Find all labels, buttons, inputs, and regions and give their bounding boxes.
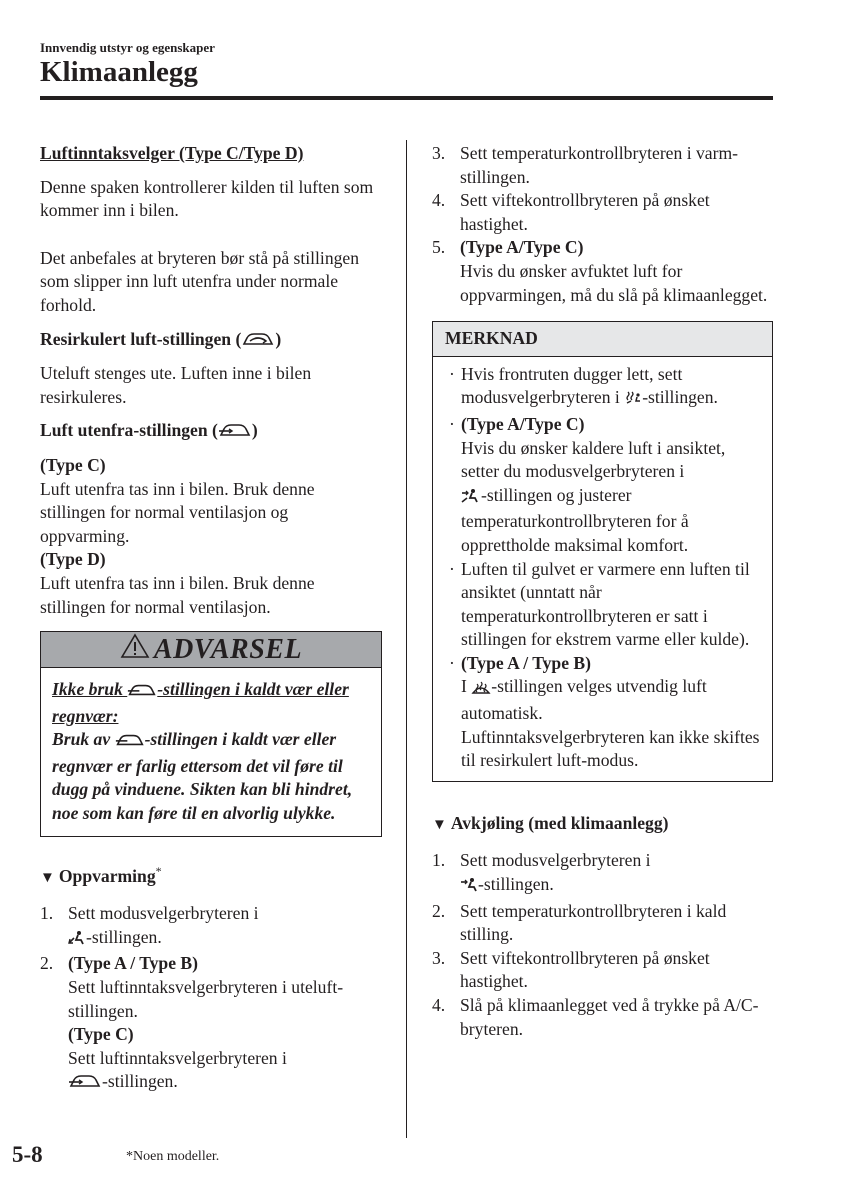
note-item xyxy=(449,652,762,773)
note-4-suffix: -stillingen velges utvendig luft automatisk. xyxy=(461,676,707,724)
step-number: 4. xyxy=(432,995,446,1015)
bullet-dot: · xyxy=(449,413,455,434)
warning-line1-prefix: Ikke bruk xyxy=(52,679,128,700)
outside-air-icon xyxy=(115,731,145,755)
heating-steps-continued xyxy=(432,142,773,307)
note-body xyxy=(433,357,772,781)
recirc-heading xyxy=(40,328,382,355)
step-number: 3. xyxy=(432,947,446,968)
warning-line-1 xyxy=(52,678,371,728)
left-column xyxy=(40,142,382,1097)
recirc-text: Uteluft stenges ute. Luften inne i bilen resirkuleres. xyxy=(40,363,312,407)
step-3-text: Sett temperaturkontrollbryteren i varm-stillingen. xyxy=(460,143,738,187)
warning-box xyxy=(40,631,382,837)
note-3-text: Luften til gulvet er varmere enn luften til ansiktet (unntatt når temperaturkontrollbryteren er satt i stillingen for ekstrem varme eller kulde). xyxy=(461,558,750,650)
cool-step-3-text: Sett viftekontrollbryteren på ønsket hastighet. xyxy=(460,947,710,992)
list-item xyxy=(432,142,773,189)
recirc-heading-prefix: Resirkulert luft-stillingen ( xyxy=(40,328,242,349)
step-2-label: (Type A / Type B) xyxy=(68,953,199,974)
vent-mode-icon xyxy=(460,876,478,900)
heating-heading-text: Oppvarming xyxy=(58,865,156,886)
recirculate-air-icon xyxy=(241,330,275,355)
page-number: 5-8 xyxy=(12,1142,43,1167)
step-1-prefix: Sett modusvelgerbryteren i xyxy=(68,903,259,924)
outside-heading-suffix: ) xyxy=(251,420,258,441)
floor-mode-icon xyxy=(68,929,86,953)
step-2-text: Sett luftinntaksvelgerbryteren i uteluft-stillingen. xyxy=(68,977,344,1021)
note-4-prefix: I xyxy=(461,676,472,697)
note-item xyxy=(449,558,762,652)
right-column xyxy=(432,142,773,1041)
title-rule xyxy=(40,96,773,100)
type-d-text: Luft utenfra tas inn i bilen. Bruk denne stillingen for normal ventilasjon. xyxy=(40,572,315,617)
note-1-prefix: Hvis frontruten dugger lett, sett modusvelgerbryteren i xyxy=(461,363,683,408)
step-5-label: (Type A/Type C) xyxy=(460,237,584,258)
list-item xyxy=(40,902,382,952)
footnote: *Noen modeller. xyxy=(126,1149,220,1164)
note-2-label: (Type A/Type C) xyxy=(461,413,585,434)
outside-air-icon xyxy=(127,681,157,705)
intro-paragraph-2: Det anbefales at bryteren bør stå på stillingen som slipper inn luft utenfra under normale forhold. xyxy=(40,247,360,315)
warning-line1-suffix: -stillingen i kaldt vær eller regnvær: xyxy=(52,679,349,726)
running-head: Innvendig utstyr og egenskaper xyxy=(40,40,215,55)
list-item xyxy=(432,994,773,1041)
asterisk-mark: * xyxy=(155,863,162,878)
column-divider xyxy=(406,140,407,1138)
note-2-prefix: Hvis du ønsker kaldere luft i ansiktet, setter du modusvelgerbryteren i xyxy=(461,437,726,482)
outside-air-icon xyxy=(68,1072,102,1097)
note-4-text-2: Luftinntaksvelgerbryteren kan ikke skiftes til resirkulert luft-modus. xyxy=(461,726,760,771)
step-number: 5. xyxy=(432,237,446,258)
type-d-label: (Type D) xyxy=(40,549,106,570)
step-2-text-c: Sett luftinntaksvelgerbryteren i xyxy=(68,1047,287,1068)
bullet-dot: · xyxy=(449,558,455,579)
cool-step-2-text: Sett temperaturkontrollbryteren i kald stilling. xyxy=(460,900,727,945)
warning-body xyxy=(41,668,381,836)
step-number: 1. xyxy=(432,850,446,871)
step-number: 3. xyxy=(432,143,446,163)
type-c-text: Luft utenfra tas inn i bilen. Bruk denne stillingen for normal ventilasjon og oppvarming. xyxy=(40,478,315,546)
note-box xyxy=(432,321,773,782)
warning-header xyxy=(41,632,381,668)
type-c-label: (Type C) xyxy=(40,454,106,475)
cool-step-4-text: Slå på klimaanlegget ved å trykke på A/C-bryteren. xyxy=(460,995,759,1039)
cool-step-1-suffix: -stillingen. xyxy=(478,874,554,895)
cooling-steps-list xyxy=(432,849,773,1041)
list-item xyxy=(40,952,382,1097)
chapter-title: Klimaanlegg xyxy=(40,56,198,88)
intro-paragraph-1: Denne spaken kontrollerer kilden til luften som kommer inn i bilen. xyxy=(40,176,374,221)
step-number: 4. xyxy=(432,190,446,211)
recirc-heading-suffix: ) xyxy=(275,328,282,349)
note-item xyxy=(449,363,762,413)
step-number: 2. xyxy=(40,953,54,974)
heating-heading xyxy=(40,865,382,891)
warning-line2-suffix: -stillingen i kaldt vær eller regnvær er farlig ettersom det vil føre til dugg på vinduene. Sikten kan bli hindret, noe som kan føre til en alvorlig ulykke. xyxy=(52,729,353,824)
step-1-suffix: -stillingen. xyxy=(86,926,162,947)
air-intake-heading: Luftinntaksvelger (Type C/Type D) xyxy=(40,143,304,163)
bullet-dot: · xyxy=(449,652,455,673)
note-header: MERKNAD xyxy=(433,322,772,357)
warning-line2-prefix: Bruk av xyxy=(52,729,115,750)
list-item xyxy=(432,900,773,947)
step-2-suffix-c: -stillingen. xyxy=(102,1071,178,1092)
step-4-text: Sett viftekontrollbryteren på ønsket hastighet. xyxy=(460,190,710,234)
step-2-label-c: (Type C) xyxy=(68,1024,134,1045)
step-number: 1. xyxy=(40,903,54,924)
warning-title: ADVARSEL xyxy=(153,633,303,665)
warning-triangle-icon xyxy=(120,633,150,666)
list-item xyxy=(432,189,773,236)
cooling-heading-text: Avkjøling (med klimaanlegg) xyxy=(450,812,669,833)
note-4-label: (Type A / Type B) xyxy=(461,652,592,673)
cooling-heading xyxy=(432,812,773,838)
outside-air-icon xyxy=(218,421,252,446)
list-item xyxy=(432,947,773,994)
note-1-suffix: -stillingen. xyxy=(642,387,718,408)
list-item xyxy=(432,236,773,307)
warning-line-2 xyxy=(52,728,371,825)
defroster-icon xyxy=(471,678,491,702)
cool-step-1-prefix: Sett modusvelgerbryteren i xyxy=(460,850,651,871)
list-item xyxy=(432,849,773,899)
defrost-floor-mode-icon xyxy=(624,389,642,413)
note-item xyxy=(449,413,762,558)
triangle-down-icon: ▼ xyxy=(432,816,447,833)
step-number: 2. xyxy=(432,900,446,921)
triangle-down-icon: ▼ xyxy=(40,869,55,886)
outside-heading-prefix: Luft utenfra-stillingen ( xyxy=(40,420,218,441)
heating-steps-list xyxy=(40,902,382,1097)
step-5-text: Hvis du ønsker avfuktet luft for oppvarmingen, må du slå på klimaanlegget. xyxy=(460,260,768,305)
outside-air-heading xyxy=(40,419,382,446)
bi-level-mode-icon xyxy=(461,487,481,511)
bullet-dot: · xyxy=(449,363,455,384)
note-2-suffix: -stillingen og justerer temperaturkontrollbryteren for å opprettholde maksimal komfort. xyxy=(461,484,689,555)
